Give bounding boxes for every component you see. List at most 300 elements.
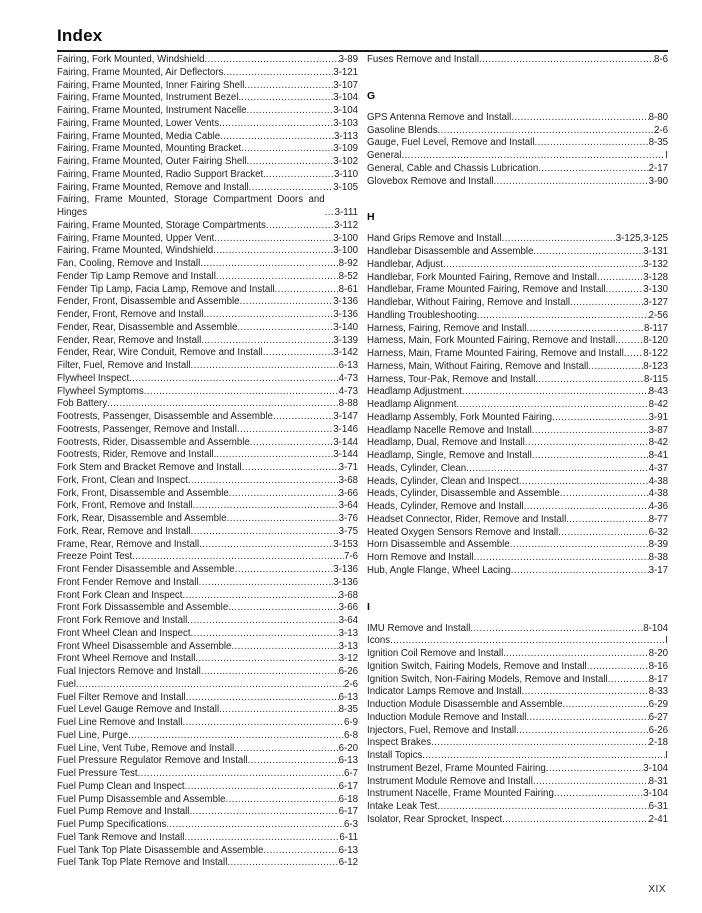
index-entry-page-ref: 3-136: [333, 576, 358, 588]
dot-leader: [228, 602, 338, 615]
index-entry-title: Heated Oxygen Sensors Remove and Install: [367, 526, 559, 538]
index-entry-title: Headset Connector, Rider, Remove and Install: [367, 513, 567, 525]
dot-leader: [533, 776, 649, 789]
index-entry-page-ref: I: [665, 750, 668, 761]
index-entry-page-ref: 8-117: [643, 322, 668, 334]
index-entry-title: Injectors, Fuel, Remove and Install: [367, 724, 517, 736]
index-entry: [57, 615, 358, 628]
index-entry: [57, 628, 358, 641]
index-entry: [367, 648, 668, 661]
dot-leader: [247, 156, 334, 169]
index-entry: [367, 437, 668, 450]
index-entry-page-ref: 8-42: [648, 437, 668, 449]
index-entry-page-ref: 3-144: [333, 436, 358, 448]
index-entry-page-ref: 3-87: [648, 424, 668, 436]
dot-leader: [186, 692, 339, 705]
index-entry-title: Heads, Cylinder, Remove and Install: [367, 501, 524, 512]
index-entry-title: Fairing, Frame Mounted, Instrument Nacelle: [57, 105, 247, 116]
dot-leader: [241, 92, 333, 105]
dot-leader: [570, 297, 643, 310]
index-entry-title: Fuel Line, Purge: [57, 729, 129, 741]
index-entry-title: Fairing, Frame Mounted, Air Deflectors: [57, 66, 224, 78]
index-entry: [57, 156, 358, 169]
index-entry-title: Harness, Fairing, Remove and Install: [367, 322, 527, 334]
index-entry-page-ref: 8-17: [648, 673, 668, 685]
index-entry-page-ref: 8-61: [338, 283, 358, 295]
dot-leader: [129, 373, 338, 386]
dot-leader: [263, 347, 334, 360]
dot-leader: [466, 463, 649, 476]
index-entry-page-ref: 6-11: [339, 831, 358, 843]
index-entry-title: Gasoline Blends: [367, 124, 438, 136]
dot-leader: [494, 176, 649, 189]
index-entry-title: Fual Injectors Remove and Install: [57, 666, 201, 677]
index-entry: [367, 674, 668, 687]
dot-leader: [608, 674, 649, 687]
dot-leader: [546, 763, 643, 776]
index-entry-page-ref: 8-115: [643, 373, 668, 385]
index-entry-title: Fork, Rear, Remove and Install: [57, 525, 191, 537]
index-entry-page-ref: 3-66: [338, 487, 358, 499]
dot-leader: [195, 653, 338, 666]
dot-leader: [552, 412, 649, 425]
index-entry: [367, 737, 668, 750]
index-entry: [57, 743, 358, 756]
dot-leader: [533, 246, 643, 259]
index-entry-title: Handlebar, Frame Mounted Fairing, Remove and Install: [367, 284, 606, 296]
index-entry: [57, 857, 358, 870]
index-entry: [367, 425, 668, 438]
index-entry-page-ref: 8-122: [643, 348, 668, 359]
dot-leader: [144, 386, 339, 399]
index-entry: [57, 781, 358, 794]
index-entry-title: Fuel Pump Disassemble and Assemble: [57, 793, 226, 805]
index-entry-title: Footrests, Passenger, Remove and Install: [57, 423, 237, 435]
index-entry-page-ref: 8-35: [648, 137, 668, 149]
index-entry: [367, 788, 668, 801]
index-entry: [57, 590, 358, 603]
dot-leader: [199, 577, 334, 590]
index-entry-title: Instrument Nacelle, Frame Mounted Fairing: [367, 788, 554, 800]
index-entry-title: Fuel Filter Remove and Install: [57, 691, 186, 703]
dot-leader: [615, 335, 643, 348]
index-entry-page-ref: 3-13: [338, 640, 358, 652]
dot-leader: [182, 717, 344, 730]
index-entry-title: Fender Tip Lamp Remove and Install: [57, 270, 216, 282]
folio-page-number: XIX: [648, 884, 666, 895]
index-entry-title: Handling Troubleshooting: [367, 309, 477, 321]
index-entry-title: Horn Remove and Install: [367, 552, 474, 563]
index-entry-title: Fuel Level Gauge Remove and Install: [57, 704, 220, 716]
index-entry-title: Front Wheel Clean and Inspect: [57, 627, 191, 639]
dot-leader: [566, 514, 648, 527]
index-entry-title: Hub, Angle Flange, Wheel Lacing: [367, 564, 511, 576]
index-entry: [57, 398, 358, 411]
index-entry-page-ref: 3-75: [338, 525, 358, 537]
dot-leader: [477, 310, 649, 323]
index-entry: [367, 163, 668, 176]
index-entry-title: Heads, Cylinder, Clean and Inspect: [367, 475, 519, 487]
index-entry: [57, 794, 358, 807]
index-entry: [57, 258, 358, 271]
dot-leader: [263, 845, 338, 858]
index-entry-page-ref: 8-42: [648, 399, 668, 410]
dot-leader: [248, 755, 339, 768]
index-entry-page-ref: 3-104: [333, 105, 358, 116]
index-entry-title: Instrument Module Remove and Install: [367, 775, 533, 787]
index-entry: [57, 182, 358, 195]
index-entry-page-ref: 3-105: [333, 181, 358, 193]
dot-leader: [191, 360, 339, 373]
index-entry-title: Isolator, Rear Sprocket, Inspect: [367, 813, 503, 825]
index-entry-title: Fan, Cooling, Remove and Install: [57, 258, 201, 269]
dot-leader: [199, 539, 333, 552]
index-entry: [57, 832, 358, 845]
index-entry-title: Fuel Pump Remove and Install: [57, 806, 190, 818]
index-entry-page-ref: 6-8: [343, 729, 358, 741]
index-entry-page-ref: 3-131: [643, 246, 668, 257]
dot-leader: [534, 137, 648, 150]
index-entry: [367, 259, 668, 272]
index-entry: [57, 347, 358, 360]
index-entry-title: Fender, Front, Disassemble and Assemble: [57, 296, 240, 308]
index-entry-page-ref: 3-130: [643, 284, 668, 296]
index-entry-page-ref: 6-13: [338, 844, 358, 856]
index-entry-title: Fender, Rear, Remove and Install: [57, 334, 202, 346]
dot-leader: [474, 552, 649, 565]
section-heading-i: I: [367, 600, 370, 613]
index-entry-title: Flywheel Symptoms: [57, 385, 144, 397]
index-entry: [57, 755, 358, 768]
index-entry: [57, 641, 358, 654]
index-entry-page-ref: 8-104: [643, 622, 668, 634]
index-entry-title: Ignition Coil Remove and Install.: [367, 648, 506, 659]
index-entry: [367, 552, 668, 565]
dot-leader: [219, 704, 339, 717]
index-entry-title: IMU Remove and Install: [367, 622, 471, 634]
index-entry-title: Fender, Front, Remove and Install: [57, 309, 204, 320]
index-entry-title: Footrests, Passenger, Disassemble and Assemble: [57, 411, 273, 422]
index-entry: [367, 661, 668, 674]
index-entry: [57, 169, 358, 182]
index-entry-title: Footrests, Rider, Remove and Install.: [57, 449, 217, 461]
dot-leader: [191, 628, 339, 641]
index-entry-title: Inspect Brakes: [367, 737, 432, 749]
index-entry-page-ref: 3-142: [333, 347, 358, 359]
index-entry-title: Fender Tip Lamp, Facia Lamp, Remove and Install: [57, 283, 275, 295]
index-entry-page-ref: I: [665, 150, 668, 161]
dot-leader: [526, 712, 648, 725]
index-entry: [57, 602, 358, 615]
index-entry: [367, 623, 668, 636]
index-entry-title: Handlebar Disassemble and Assemble: [367, 246, 534, 257]
index-entry: [367, 463, 668, 476]
index-entry: [367, 776, 668, 789]
index-entry: [57, 717, 358, 730]
index-entry: [57, 360, 358, 373]
index-column-left: [57, 54, 358, 870]
index-entry: [57, 539, 358, 552]
index-entry: [367, 725, 668, 738]
dot-leader: [438, 125, 654, 138]
index-entry-title: Harness, Tour-Pak, Remove and Install: [367, 373, 536, 385]
index-entry-page-ref: 4-37: [648, 462, 668, 474]
index-entry-page-ref: 3-13: [338, 627, 358, 639]
index-entry-page-ref: I: [665, 635, 668, 647]
index-entry-page-ref: 3-109: [333, 143, 358, 155]
index-entry-page-ref: 3-147: [333, 411, 358, 422]
index-entry: [57, 271, 358, 284]
index-entry-title: Front Wheel Remove and Install: [57, 653, 196, 665]
index-entry: [57, 819, 358, 832]
dot-leader: [226, 794, 339, 807]
index-entry-page-ref: 6-20: [338, 742, 358, 754]
index-entry-title: Headlamp, Single, Remove and Install: [367, 450, 532, 461]
index-entry: [57, 500, 358, 513]
index-entry-page-ref: 6-9: [343, 717, 358, 728]
index-entry-page-ref: 3-17: [648, 564, 668, 576]
dot-leader: [237, 424, 333, 437]
index-entry-title: Fuel Pressure Test: [57, 768, 138, 779]
dot-leader: [401, 150, 665, 163]
dot-leader: [562, 699, 648, 712]
index-entry-page-ref: 8-35: [338, 704, 358, 716]
dot-leader: [128, 730, 344, 743]
index-entry-page-ref: 6-13: [338, 691, 358, 703]
dot-leader: [437, 801, 648, 814]
index-entry-title: Front Fork Remove and Install: [57, 615, 188, 626]
index-entry-title: Headlamp Alignment: [367, 399, 457, 410]
index-entry-title: GPS Antenna Remove and Install: [367, 111, 512, 123]
index-entry-title: Front Fender Remove and Install: [57, 576, 199, 588]
index-entry: [57, 666, 358, 679]
index-entry-title: Fuel Tank Top Plate Disassemble and Assemble: [57, 844, 264, 856]
index-entry: [57, 564, 358, 577]
index-entry: [57, 105, 358, 118]
index-entry: [57, 551, 358, 564]
index-entry-page-ref: 6-27: [648, 711, 668, 723]
index-entry: [57, 80, 358, 93]
dot-leader: [166, 819, 344, 832]
index-entry: [57, 768, 358, 781]
index-entry-title: Heads, Cylinder, Disassemble and Assemble: [367, 488, 560, 500]
index-entry-title: Fairing, Frame Mounted, Storage Compartment Doors and Hinges: [57, 194, 325, 218]
dot-leader: [187, 615, 338, 628]
index-entry-page-ref: 3-132: [643, 258, 668, 270]
index-entry: [57, 449, 358, 462]
index-entry-title: Fuel Tank Top Plate Remove and Install: [57, 857, 228, 869]
page-title: Index: [57, 26, 103, 45]
dot-leader: [244, 80, 333, 93]
index-entry-title: Fork Stem and Bracket Remove and Install: [57, 462, 242, 473]
dot-leader: [193, 500, 339, 513]
dot-leader: [229, 488, 339, 501]
index-entry: [57, 322, 358, 335]
index-entry-page-ref: 3-100: [333, 245, 358, 257]
dot-leader: [223, 67, 333, 80]
index-entry-title: Fuel Line Remove and Install: [57, 717, 183, 728]
index-entry: [367, 450, 668, 463]
dot-leader: [266, 169, 334, 182]
index-entry: [57, 233, 358, 246]
dot-leader: [456, 399, 648, 412]
dot-leader: [189, 806, 338, 819]
index-entry: [57, 335, 358, 348]
index-entry-page-ref: 6-31: [648, 801, 668, 812]
dot-leader: [502, 233, 616, 246]
index-entry: [367, 284, 668, 297]
index-entry-title: Fairing, Frame Mounted, Upper Vent: [57, 232, 215, 244]
index-entry: [57, 373, 358, 386]
index-entry-title: Fairing, Frame Mounted, Instrument Bezel.: [57, 92, 242, 104]
index-entry-title: Fuel Tank Remove and Install: [57, 831, 185, 843]
index-entry: [57, 845, 358, 858]
index-entry-page-ref: 6-12: [338, 857, 358, 869]
index-entry-page-ref: 3-125,3-125: [615, 233, 668, 245]
index-entry-title: Fender, Rear, Disassemble and Assemble: [57, 321, 238, 333]
index-entry-title: Hand Grips Remove and Install: [367, 233, 502, 245]
index-entry: [57, 526, 358, 539]
index-entry-page-ref: 8-20: [648, 648, 668, 659]
index-entry-page-ref: 3-112: [333, 219, 358, 231]
index-entry: [367, 539, 668, 552]
index-entry: [367, 386, 668, 399]
index-entry-title: Headlamp Assembly, Fork Mounted Fairing: [367, 411, 553, 423]
index-entry: [57, 296, 358, 309]
index-entry: [367, 348, 668, 361]
dot-leader: [216, 271, 339, 284]
index-entry-page-ref: 8-80: [648, 111, 668, 123]
index-entry-page-ref: 2-56: [648, 309, 668, 321]
index-entry-title: Install Topics: [367, 750, 423, 761]
dot-leader: [200, 258, 338, 271]
dot-leader: [606, 284, 644, 297]
index-entry: [367, 272, 668, 285]
index-entry: [367, 374, 668, 387]
index-entry-title: Ignition Switch, Non-Fairing Models, Remove and Install: [367, 673, 608, 685]
index-entry-page-ref: 3-68: [338, 474, 358, 486]
dot-leader: [182, 590, 338, 603]
index-entry-page-ref: 3-140: [333, 321, 358, 333]
index-entry-page-ref: 3-113: [333, 130, 358, 142]
dot-leader: [624, 348, 643, 361]
index-entry: [57, 730, 358, 743]
dot-leader: [522, 686, 649, 699]
index-entry: [367, 399, 668, 412]
index-entry: [57, 577, 358, 590]
index-entry-title: Flywheel Inspect: [57, 372, 130, 384]
dot-leader: [220, 131, 334, 144]
dot-leader: [560, 488, 649, 501]
index-entry-title: General: [367, 150, 402, 161]
index-entry: [367, 150, 668, 163]
index-entry-page-ref: 8-16: [648, 660, 668, 672]
index-entry-page-ref: 3-146: [333, 423, 358, 435]
index-entry-page-ref: 6-29: [648, 699, 668, 710]
index-entry-page-ref: 6-26: [648, 724, 668, 736]
dot-leader: [390, 635, 665, 648]
index-entry-title: Fairing, Frame Mounted, Outer Fairing Shell: [57, 156, 247, 167]
section-heading-g: G: [367, 89, 376, 102]
dot-leader: [506, 648, 649, 661]
index-entry: [367, 412, 668, 425]
index-entry: [57, 488, 358, 501]
index-entry-page-ref: 3-100: [333, 232, 358, 244]
dot-leader: [231, 641, 338, 654]
index-entry-title: Indicator Lamps Remove and Install: [367, 686, 522, 698]
dot-leader: [526, 323, 644, 336]
index-entry-page-ref: 4-36: [648, 501, 668, 512]
index-entry-page-ref: 8-88: [338, 398, 358, 410]
dot-leader: [107, 398, 339, 411]
index-entry-page-ref: 6-3: [343, 819, 358, 830]
index-entry-title: Induction Module Remove and Install: [367, 711, 527, 723]
index-entry-page-ref: 2-17: [648, 162, 668, 174]
index-entry: [57, 806, 358, 819]
dot-leader: [250, 437, 333, 450]
index-entry-page-ref: 8-38: [648, 552, 668, 563]
dot-leader: [422, 750, 665, 763]
index-entry: [57, 437, 358, 450]
index-entry-title: Headlamp Adjustment: [367, 386, 462, 398]
index-entry-page-ref: 3-104: [333, 92, 358, 104]
index-entry-title: Fairing, Frame Mounted, Storage Compartments: [57, 219, 266, 231]
index-entry-title: Ignition Switch, Fairing Models, Remove and Install: [367, 660, 587, 672]
index-entry-page-ref: 3-107: [333, 79, 358, 91]
dot-leader: [535, 374, 644, 387]
index-entry-page-ref: 6-26: [338, 666, 358, 677]
dot-leader: [138, 768, 344, 781]
index-entry-title: Fob Battery: [57, 398, 108, 410]
index-entry-page-ref: 8-33: [648, 686, 668, 698]
index-entry: [367, 125, 668, 138]
index-entry-title: Instrument Bezel, Frame Mounted Fairing: [367, 762, 546, 774]
index-entry-page-ref: 8-31: [648, 775, 668, 787]
dot-leader: [524, 501, 649, 514]
index-entry-title: Heads, Cylinder, Clean: [367, 462, 467, 474]
index-entry-title: Freeze Point Test: [57, 551, 133, 563]
index-entry: [57, 67, 358, 80]
index-entry: [367, 763, 668, 776]
index-entry-title: General, Cable and Chassis Lubrication: [367, 162, 539, 174]
dot-leader: [511, 565, 649, 578]
index-entry-page-ref: 4-73: [338, 372, 358, 384]
index-entry: [367, 527, 668, 540]
dot-leader: [558, 527, 648, 540]
index-entry: [367, 323, 668, 336]
dot-leader: [273, 411, 333, 424]
dot-leader: [205, 54, 339, 67]
index-entry-title: Intake Leak Test: [367, 801, 438, 812]
index-entry-page-ref: 3-76: [338, 513, 358, 524]
dot-leader: [216, 449, 333, 462]
index-entry-title: Handlebar, Without Fairing, Remove and Install: [367, 297, 571, 308]
index-entry-page-ref: 6-17: [338, 806, 358, 818]
dot-leader: [213, 245, 333, 258]
index-entry: [57, 143, 358, 156]
index-entry-title: Gauge, Fuel Level, Remove and Install: [367, 137, 535, 149]
index-entry-title: Front Fender Disassemble and Assemble: [57, 564, 235, 575]
index-entry-title: Harness, Main, Frame Mounted Fairing, Remove and Install: [367, 348, 624, 359]
index-entry-page-ref: 8-6: [653, 54, 668, 65]
index-entry-title: Fender, Rear, Wire Conduit, Remove and Install: [57, 347, 263, 359]
index-entry-title: Fairing, Fork Mounted, Windshield: [57, 54, 205, 65]
index-entry: [367, 565, 668, 578]
index-entry: [367, 54, 668, 67]
dot-leader: [227, 857, 338, 870]
index-entry: [367, 310, 668, 323]
index-entry: [57, 220, 358, 233]
